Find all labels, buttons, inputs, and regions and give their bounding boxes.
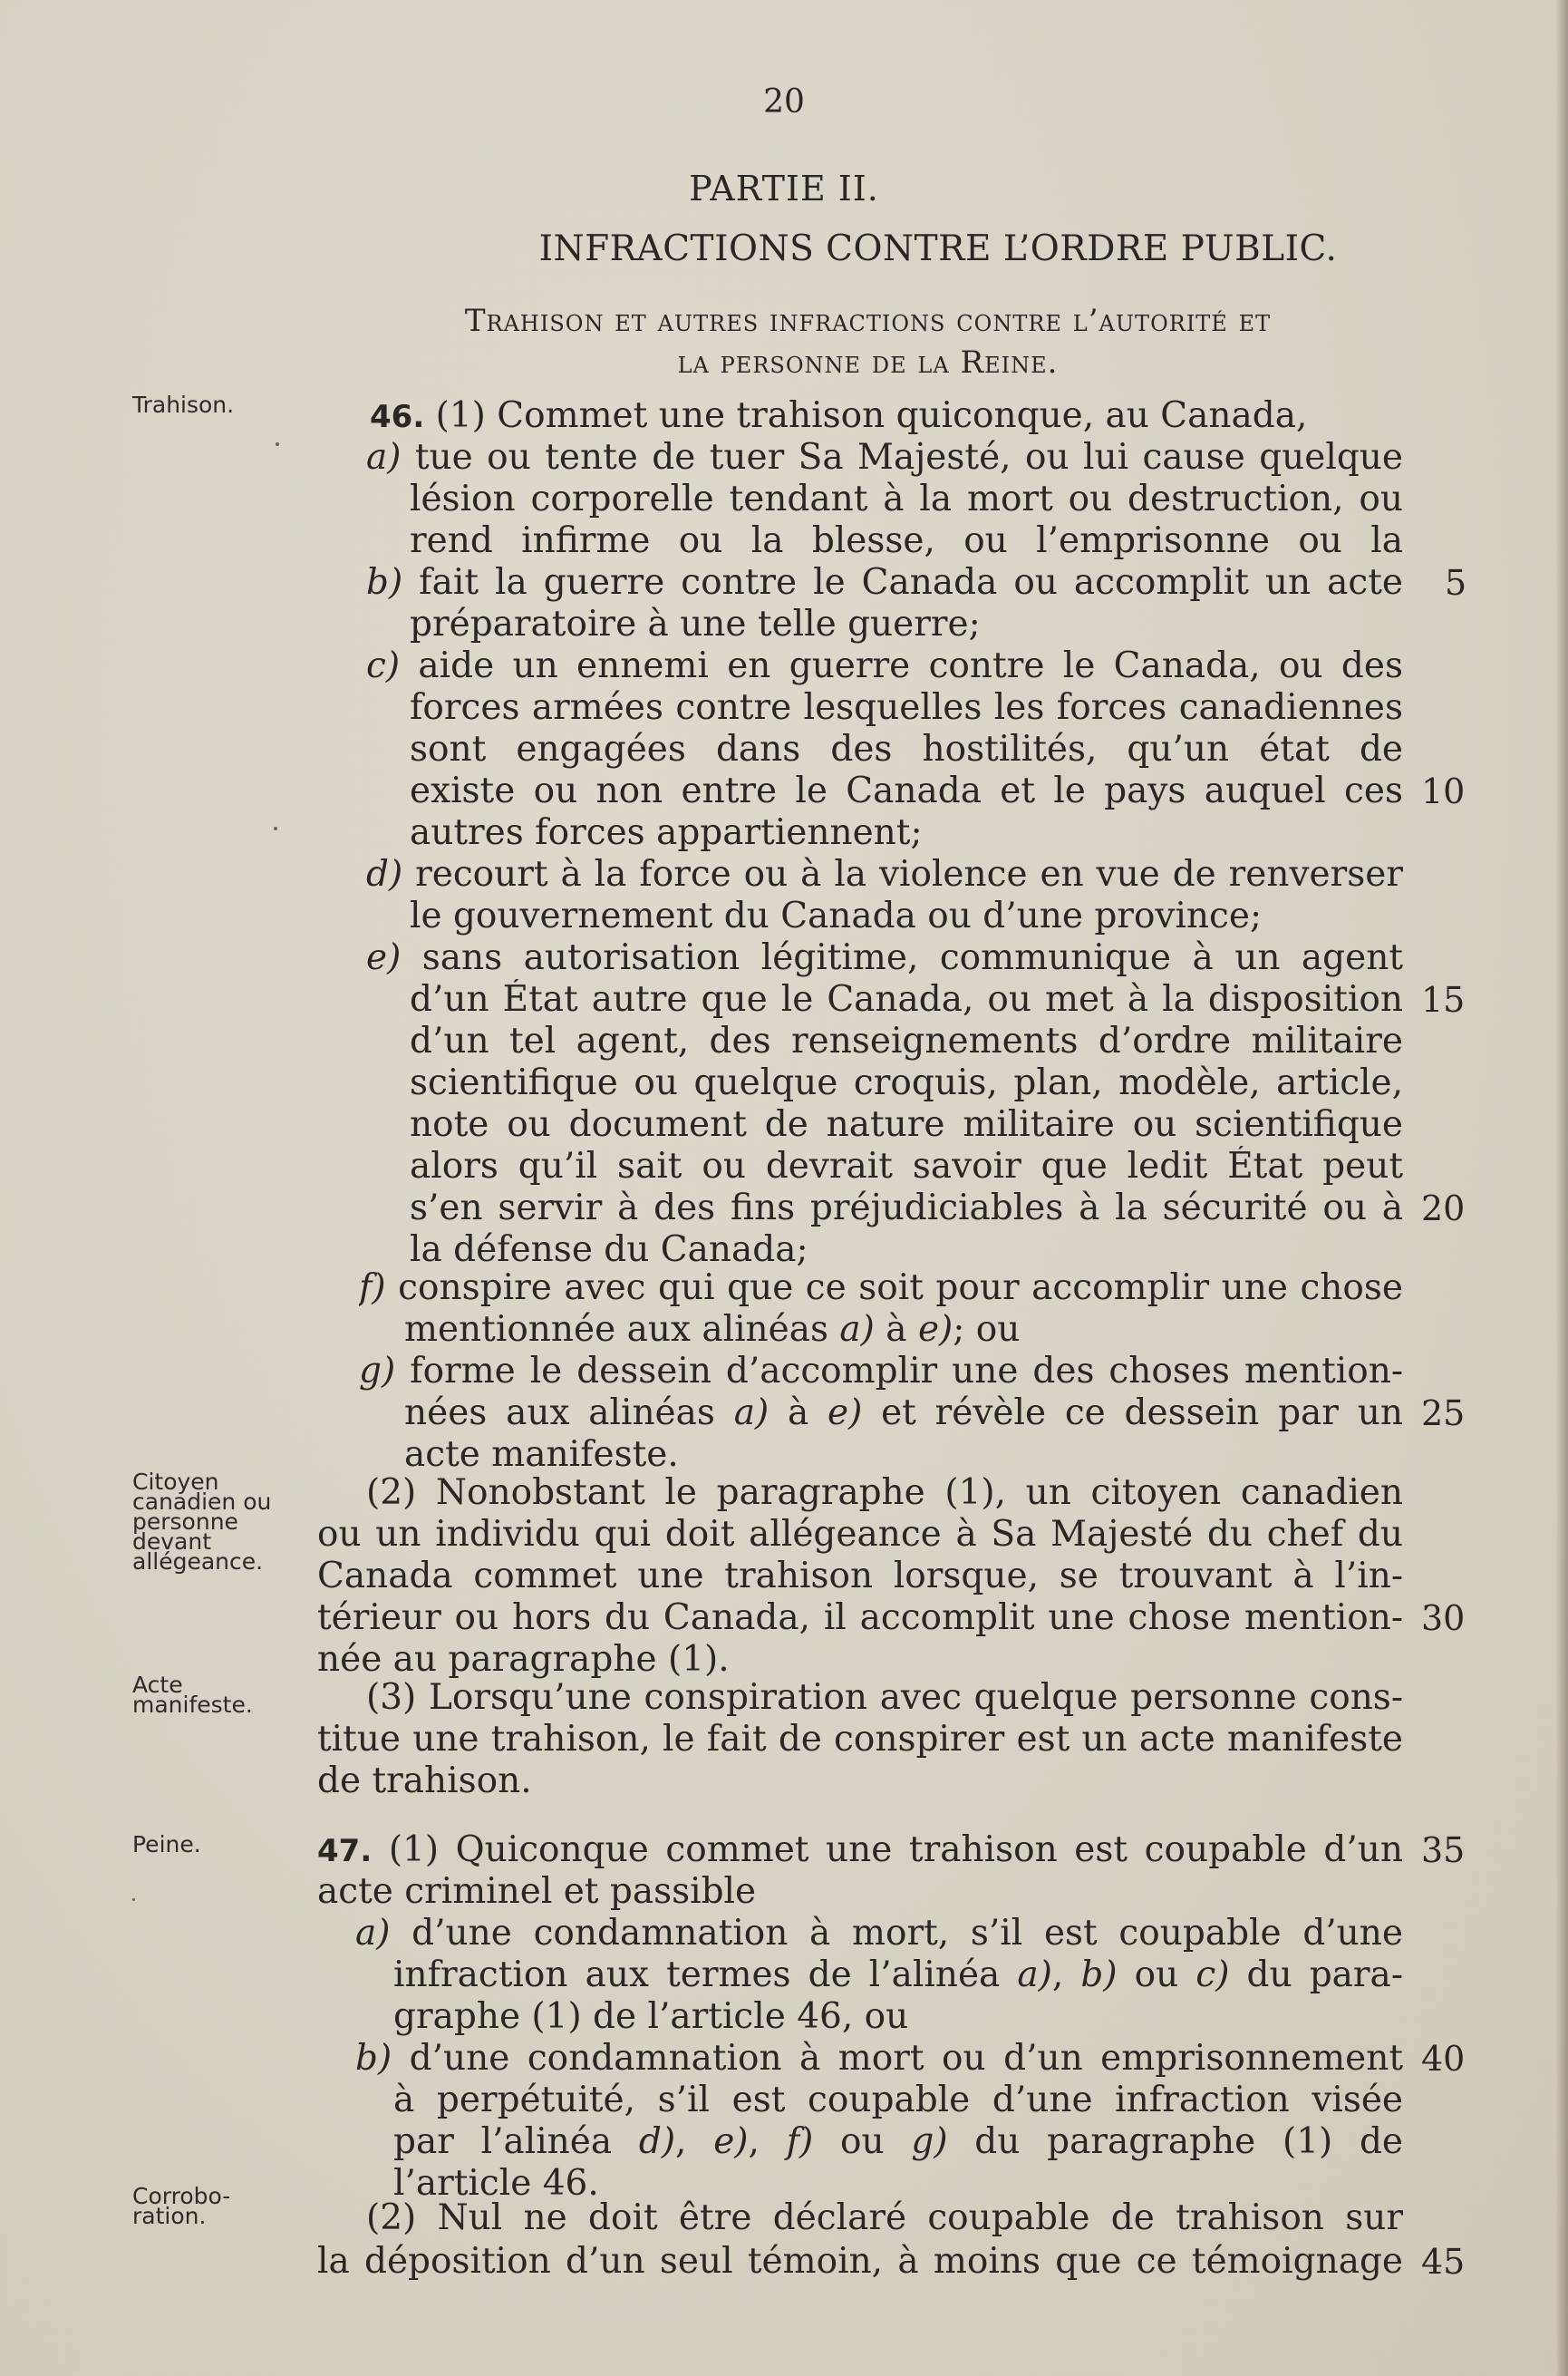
text-run: lésion corporelle tendant à la mort ou destruction, ou (410, 479, 1403, 519)
text-run: (2) Nul ne doit être déclaré coupable de trahison sur (366, 2197, 1403, 2238)
text-line (410, 604, 981, 645)
section-heading-line-1: Trahison et autres infractions contre l’autorité et (464, 303, 1272, 339)
text-run: acte manifeste. (404, 1434, 679, 1475)
text-run: (1) Quiconque commet une trahison est coupable d’un (372, 1829, 1403, 1870)
part-title: PARTIE II. (689, 169, 879, 209)
section-number: 47. (317, 1833, 373, 1869)
margin-note-peine: Peine. (132, 1831, 201, 1857)
text-line (410, 1021, 1403, 1062)
text-run: acte criminel et passible (317, 1871, 757, 1912)
text-run: née au paragraphe (1). (317, 1639, 730, 1680)
text-line (366, 937, 1403, 979)
text-run: d’une condamnation à mort ou d’un emprisonnement (392, 2038, 1403, 2079)
section-heading-line-2: la personne de la Reine. (677, 344, 1059, 381)
text-run: note ou document de nature militaire ou scientifique (410, 1104, 1403, 1145)
text-line (317, 1719, 1403, 1760)
paragraph-letter: f) (359, 1267, 386, 1308)
line-number: 45 (1421, 2242, 1466, 2282)
text-line (393, 1996, 908, 2038)
text-run: , (675, 2121, 714, 2162)
text-line (410, 1188, 1403, 1229)
text-run: aide un ennemi en guerre contre le Canada, ou des (400, 645, 1403, 686)
line-number: 15 (1421, 980, 1466, 1020)
text-line (366, 1677, 1403, 1719)
text-line (366, 854, 1403, 896)
margin-note-line: canadien ou (132, 1489, 272, 1515)
text-run: sans autorisation légitime, communique à un agent (401, 937, 1403, 978)
text-run: alors qu’il sait ou devrait savoir que ledit État peut (410, 1146, 1403, 1187)
margin-note-citoyen (132, 1469, 286, 1575)
text-run: d’un État autre que le Canada, ou met à la disposition (410, 979, 1403, 1020)
margin-note-corroboration (132, 2183, 286, 2229)
text-run: l’article 46. (393, 2163, 599, 2204)
line-number: 10 (1421, 771, 1466, 811)
scan-speck (132, 1898, 135, 1901)
text-line (317, 1639, 730, 1681)
text-run: ou (1117, 1954, 1196, 1995)
line-number: 25 (1421, 1393, 1466, 1433)
paragraph-letter: g) (359, 1351, 396, 1392)
text-line (317, 1597, 1403, 1639)
text-run: forces armées contre lesquelles les forces canadiennes (410, 687, 1403, 728)
paragraph-letter: d) (638, 2121, 676, 2162)
margin-note-line: manifeste. (132, 1692, 253, 1718)
text-line (410, 520, 1403, 562)
text-run: s’en servir à des fins préjudiciables à la sécurité ou à (410, 1188, 1403, 1228)
text-line (410, 1229, 808, 1271)
line-number: 35 (1421, 1830, 1466, 1870)
text-run: fait la guerre contre le Canada ou accomplit un acte (402, 562, 1403, 603)
text-run: ; ou (953, 1309, 1021, 1350)
text-run: à perpétuité, s’il est coupable d’une infraction visée (393, 2080, 1403, 2120)
text-line (410, 896, 1262, 937)
text-run: à (874, 1309, 918, 1350)
paragraph-letter: b) (1080, 1954, 1118, 1995)
part-subtitle: INFRACTIONS CONTRE L’ORDRE PUBLIC. (538, 228, 1338, 269)
paragraph-letter: e) (828, 1392, 863, 1433)
text-run: du para- (1229, 1954, 1403, 1995)
text-line (359, 1351, 1403, 1392)
text-line (355, 1913, 1403, 1954)
text-run: Canada commet une trahison lorsque, se trouvant à l’in- (317, 1556, 1403, 1596)
text-run: titue une trahison, le fait de conspirer est un acte manifeste (317, 1719, 1403, 1760)
text-run: graphe (1) de l’article 46, ou (393, 1996, 909, 2037)
paragraph-letter: e) (366, 937, 402, 978)
line-number: 20 (1421, 1188, 1466, 1228)
margin-note-line: Acte (132, 1672, 183, 1698)
text-run: , (748, 2121, 787, 2162)
text-run: (2) Nonobstant le paragraphe (1), un citoyen canadien (366, 1472, 1403, 1513)
text-run: (1) Commet une trahison quiconque, au Canada, (424, 395, 1308, 436)
margin-note-line: personne (132, 1508, 238, 1535)
text-run: par l’alinéa (393, 2121, 639, 2162)
line-number: 5 (1445, 563, 1467, 603)
text-line (404, 1434, 679, 1476)
margin-note-trahison: Trahison. (132, 392, 235, 418)
text-run: tue ou tente de tuer Sa Majesté, ou lui cause quelque (401, 437, 1403, 478)
scan-speck (274, 827, 277, 830)
margin-note-line: allégeance. (132, 1548, 264, 1575)
paragraph-letter: c) (366, 645, 401, 686)
paragraph-letter: b) (355, 2038, 392, 2079)
text-run: ou (813, 2121, 912, 2162)
text-run: mentionnée aux alinéas (404, 1309, 840, 1350)
text-line (317, 1760, 532, 1802)
text-line (393, 2121, 1403, 2163)
text-run: et révèle ce dessein par un (862, 1392, 1403, 1433)
text-run: infraction aux termes de l’alinéa (393, 1954, 1018, 1995)
text-run: ou un individu qui doit allégeance à Sa Majesté du chef du (317, 1514, 1403, 1555)
text-line (317, 1514, 1403, 1556)
text-line (410, 1104, 1403, 1146)
text-line (410, 729, 1403, 771)
paragraph-letter: e) (713, 2121, 749, 2162)
text-run: térieur ou hors du Canada, il accomplit une chose mention- (317, 1597, 1403, 1638)
text-line (355, 2038, 1403, 2080)
paragraph-letter: e) (917, 1309, 953, 1350)
page-number: 20 (763, 83, 805, 121)
text-run: du paragraphe (1) de (947, 2121, 1403, 2162)
text-line (404, 1309, 1020, 1351)
margin-note-line: devant (132, 1528, 212, 1555)
text-line (317, 1871, 756, 1913)
text-line (410, 1062, 1403, 1104)
text-run: (3) Lorsqu’une conspiration avec quelque personne cons- (366, 1677, 1403, 1718)
paragraph-letter: a) (366, 437, 402, 478)
text-run: existe ou non entre le Canada et le pays auquel ces (410, 771, 1403, 811)
text-run: , (1051, 1954, 1081, 1995)
text-line (317, 2241, 1403, 2283)
paragraph-letter: a) (839, 1309, 875, 1350)
text-run: scientifique ou quelque croquis, plan, modèle, article, (410, 1062, 1403, 1103)
text-line (366, 2197, 1403, 2239)
text-run: d’une condamnation à mort, s’il est coupable d’une (390, 1913, 1403, 1954)
text-line (317, 1829, 1403, 1871)
margin-note-line: Citoyen (132, 1469, 219, 1495)
text-run: forme le dessein d’accomplir une des choses mention- (395, 1351, 1403, 1392)
text-line (410, 812, 923, 854)
text-line (366, 1472, 1403, 1514)
line-number: 40 (1421, 2039, 1466, 2079)
paragraph-letter: f) (786, 2121, 814, 2162)
text-run: rend infirme ou la blesse, ou l’emprisonne ou la (410, 520, 1403, 561)
text-line (370, 395, 1307, 438)
text-line (404, 1392, 1403, 1434)
margin-note-acte (132, 1672, 286, 1718)
line-number: 30 (1421, 1598, 1466, 1638)
text-run: autres forces appartiennent; (410, 812, 923, 853)
text-line (366, 562, 1403, 604)
text-run: recourt à la force ou à la violence en vue de renverser (402, 854, 1403, 895)
text-line (393, 2080, 1403, 2121)
text-line (359, 1267, 1403, 1309)
text-line (366, 437, 1403, 479)
text-line (410, 479, 1403, 520)
text-run: conspire avec qui que ce soit pour accomplir une chose (385, 1267, 1403, 1308)
text-run: sont engagées dans des hostilités, qu’un état de (410, 729, 1403, 770)
margin-note-line: ration. (132, 2203, 207, 2229)
paragraph-letter: g) (911, 2121, 948, 2162)
text-run: préparatoire à une telle guerre; (410, 604, 981, 645)
text-line (366, 645, 1403, 687)
scan-speck (276, 442, 279, 446)
text-line (410, 1146, 1403, 1188)
text-line (410, 771, 1403, 812)
text-run: d’un tel agent, des renseignements d’ordre militaire (410, 1021, 1403, 1062)
paragraph-letter: a) (355, 1913, 391, 1954)
paragraph-letter: d) (366, 854, 403, 895)
text-run: de trahison. (317, 1760, 532, 1801)
text-line (410, 687, 1403, 729)
text-line (393, 1954, 1403, 1996)
text-run: la déposition d’un seul témoin, à moins que ce témoignage (317, 2241, 1403, 2282)
section-number: 46. (370, 399, 425, 435)
margin-note-line: Corrobo- (132, 2183, 231, 2209)
text-run: la défense du Canada; (410, 1229, 808, 1270)
text-run: nées aux alinéas (404, 1392, 734, 1433)
paragraph-letter: a) (733, 1392, 769, 1433)
text-line (317, 1556, 1403, 1597)
page-edge-shadow (1555, 0, 1568, 2376)
paragraph-letter: c) (1195, 1954, 1230, 1995)
text-run: à (769, 1392, 828, 1433)
text-run: le gouvernement du Canada ou d’une province; (410, 896, 1263, 936)
paragraph-letter: b) (366, 562, 403, 603)
text-line (410, 979, 1403, 1021)
paragraph-letter: a) (1017, 1954, 1052, 1995)
